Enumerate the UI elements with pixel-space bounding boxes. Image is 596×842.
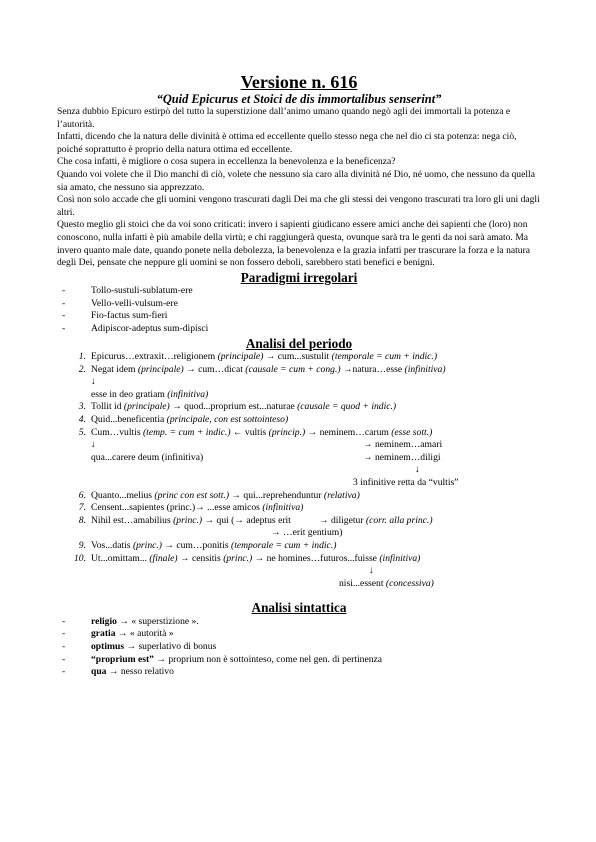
row-text: Quid...beneficentia (principale, con est sottointeso) bbox=[91, 414, 289, 426]
periodo-analysis bbox=[57, 351, 541, 590]
analysis-row bbox=[57, 427, 541, 440]
row-text: Censent...sapientes (princ.)→ ...esse amicos (infinitiva) bbox=[91, 502, 304, 514]
row-text: Nihil est…amabilius (princ.) → qui (→ adeptus erit bbox=[91, 514, 291, 526]
row-text: qua...carere deum (infinitiva) bbox=[91, 451, 204, 463]
translation-paragraph: Quando voi volete che il Dio manchi di ciò, volete che nessuno sia caro alla divinità né Dio, né uomo, che nessuno da quella sia amato, che nessuno sia apprezzato. bbox=[57, 168, 535, 193]
analysis-row bbox=[57, 414, 541, 427]
row-text: Ut...omittam... (finale) → censitis (princ.) → ne homines…futuros...fuisse (infinitiva) bbox=[91, 552, 421, 564]
row-number: 5. bbox=[78, 426, 86, 438]
row-number: 2. bbox=[78, 363, 86, 375]
list-item: - “proprium est” → proprium non è sottointeso, come nel gen. di pertinenza bbox=[57, 654, 541, 667]
down-arrow: ↓ bbox=[91, 439, 96, 451]
analysis-row bbox=[57, 376, 541, 389]
section-heading-periodo: Analisi del periodo bbox=[245, 335, 353, 351]
translation-paragraph: Che cosa infatti, è migliore o cosa supera in eccellenza la benevolenza e la beneficenza? bbox=[57, 156, 396, 168]
row-number: 9. bbox=[78, 540, 86, 551]
row-number: 7. bbox=[78, 502, 86, 514]
analysis-row bbox=[57, 389, 541, 402]
translation-paragraph: Senza dubbio Epicuro estirpò del tutto la superstizione dall’animo umano quando negò agli dei immortali la potenza e l’autorità. bbox=[57, 106, 511, 130]
translation-paragraph: Infatti, dicendo che la natura delle divinità è ottima ed eccellente quello stesso nega che nel dio ci sta potenza: nega ciò, poiché soprattutto è proprio della natura ottima ed eccellente. bbox=[57, 131, 517, 155]
list-item: - gratia → « autorità » bbox=[57, 628, 541, 641]
down-arrow: ↓ bbox=[91, 376, 96, 388]
row-text: Quanto...melius (princ con est sott.) → qui...reprehenduntur (relativa) bbox=[91, 489, 360, 501]
analysis-row bbox=[57, 401, 541, 414]
list-item: - optimus → superlativo di bonus bbox=[57, 641, 541, 654]
page-title: Versione n. 616 bbox=[240, 72, 358, 92]
list-item: - Fio-factus sum-fieri bbox=[57, 310, 541, 323]
row-text: 3 infinitive retta da “vultis” bbox=[353, 477, 459, 489]
row-text: Tollit id (principale) → quod...proprium est...naturae (causale = quod + indic.) bbox=[91, 401, 397, 413]
row-text: Vos...datis (princ.) → cum…ponitis (temporale = cum + indic.) bbox=[91, 540, 337, 551]
row-text: → …erit gentium) bbox=[271, 527, 343, 539]
paradigmi-list bbox=[57, 285, 541, 335]
row-text: Negat idem (principale) → cum…dicat (causale = cum + cong.) →natura…esse (infinitiva) bbox=[91, 363, 446, 375]
row-text: esse in deo gratiam (infinitiva) bbox=[91, 388, 209, 400]
sintattica-list bbox=[57, 616, 541, 679]
analysis-row bbox=[57, 565, 541, 578]
row-text: Epicurus…extraxit…religionem (principale) → cum...sustulit (temporale = cum + indic.) bbox=[91, 351, 438, 363]
down-arrow: ↓ bbox=[415, 464, 420, 476]
row-number: 1. bbox=[78, 351, 86, 363]
row-number: 4. bbox=[78, 414, 86, 426]
translation-paragraph: Questo meglio gli stoici che da voi sono criticati: invero i sapienti giudicano essere amici anche dei sapienti che (loro) non conoscono, nulla infatti è più amabile della virtù; e chi raggiungerà questa, ovunque sarà tra le genti da noi sarà amato. Ma invero quanto male date, quando ponete nella debolezza, la benevolenza e la grazia infatti per trascurare la forza e la natura degli Dei, pensate che neppure gli uomini se non fossero deboli, sarebbero stati benefici e benigni. bbox=[57, 219, 531, 269]
list-item: - Vello-velli-vulsum-ere bbox=[57, 298, 541, 311]
row-number: 8. bbox=[78, 514, 86, 526]
section-heading-sintattica: Analisi sintattica bbox=[251, 600, 347, 616]
analysis-row bbox=[57, 464, 541, 477]
row-text: nisi...essent (concessiva) bbox=[339, 577, 434, 589]
down-arrow: ↓ bbox=[369, 565, 374, 577]
analysis-row bbox=[57, 452, 541, 465]
list-item: - Tollo-sustuli-sublatum-ere bbox=[57, 285, 541, 298]
row-text: → neminem…diligi bbox=[363, 451, 441, 463]
row-text: → diligetur (corr. alla princ.) bbox=[319, 514, 433, 526]
row-text: Cum…vultis (temp. = cum + indic.) ← vultis (princip.) → neminem…carum (esse sott.) bbox=[91, 426, 433, 438]
subtitle: “Quid Epicurus et Stoici de dis immortalibus senserint” bbox=[156, 92, 442, 106]
analysis-row bbox=[57, 351, 541, 364]
row-number: 10. bbox=[74, 552, 86, 564]
analysis-row bbox=[57, 515, 541, 528]
analysis-row bbox=[57, 490, 541, 503]
row-number: 6. bbox=[78, 489, 86, 501]
translation-text bbox=[57, 106, 541, 270]
analysis-row bbox=[57, 439, 541, 452]
document-page bbox=[57, 72, 541, 679]
analysis-row bbox=[57, 540, 541, 553]
analysis-row bbox=[57, 527, 541, 540]
analysis-row bbox=[57, 477, 541, 490]
section-heading-paradigmi: Paradigmi irregolari bbox=[240, 269, 358, 285]
analysis-row bbox=[57, 364, 541, 377]
row-number: 3. bbox=[78, 401, 86, 413]
analysis-row bbox=[57, 502, 541, 515]
list-item: - religio → « superstizione ». bbox=[57, 616, 541, 629]
analysis-row bbox=[57, 553, 541, 566]
analysis-row bbox=[57, 578, 541, 591]
translation-paragraph: Così non solo accade che gli uomini vengono trascurati dagli Dei ma che gli stessi dei vengono trascurati tra loro gli uni dagli altri. bbox=[57, 194, 540, 218]
list-item: - qua → nesso relativo bbox=[57, 666, 541, 679]
row-text: → neminem…amari bbox=[363, 439, 443, 451]
list-item: - Adipiscor-adeptus sum-dipisci bbox=[57, 323, 541, 336]
